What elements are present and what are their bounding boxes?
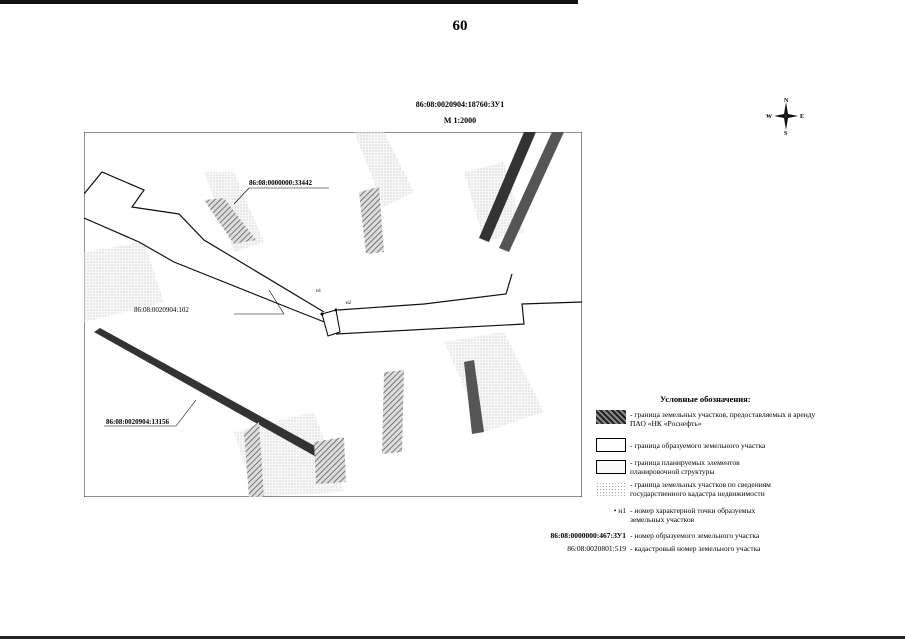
point-h1-label: н1 [316,289,322,294]
compass-rose-icon [766,96,806,136]
legend-text-planned: - граница планируемых элементов планировочной структуры [630,458,740,476]
compass-s: S [784,131,788,136]
legend-point-marker: • н1 [613,506,626,515]
point-h2-label: н2 [346,301,352,306]
plan-title: 86:08:0020904:18760:ЗУ1 [415,100,505,109]
page-number: 60 [452,18,468,34]
legend-text-formed: - граница образуемого земельного участка [630,441,766,450]
map-scale: М 1:2000 [443,116,477,125]
legend-sample-cadastral-id: 86:08:0020801:519 [567,544,626,553]
legend-text-cadastral-id: - кадастровый номер земельного участка [630,544,761,553]
legend-text-leased: - граница земельных участков, предоставляемых в аренду ПАО «НК «Роснефть» [630,410,816,428]
compass-e: E [800,114,805,120]
bottom-rule [0,636,905,639]
legend-text-formed-id: - номер образуемого земельного участка [630,531,760,540]
legend-title: Условные обозначения: [660,394,751,404]
top-rule [0,0,578,4]
parcel-label-102: 86:08:0020904:102 [134,306,189,314]
parcel-label-13156: 86:08:0020904:13156 [106,418,169,426]
legend-swatch-leased [596,410,626,424]
cadastral-map [84,132,582,497]
compass-n: N [784,98,789,104]
legend-sample-formed-id: 86:08:0000000:467:ЗУ1 [550,531,626,540]
legend-text-point: - номер характерной точки образуемых земельных участков [630,506,756,524]
parcel-label-33442: 86:08:0000000:33442 [249,179,312,187]
legend-swatch-planned [596,460,626,474]
compass-w: W [766,114,772,120]
legend-swatch-formed [596,438,626,452]
legend-swatch-cadastre [596,482,626,496]
legend-text-cadastre: - граница земельных участков по сведениям государственного кадастра недвижимости [630,480,771,498]
